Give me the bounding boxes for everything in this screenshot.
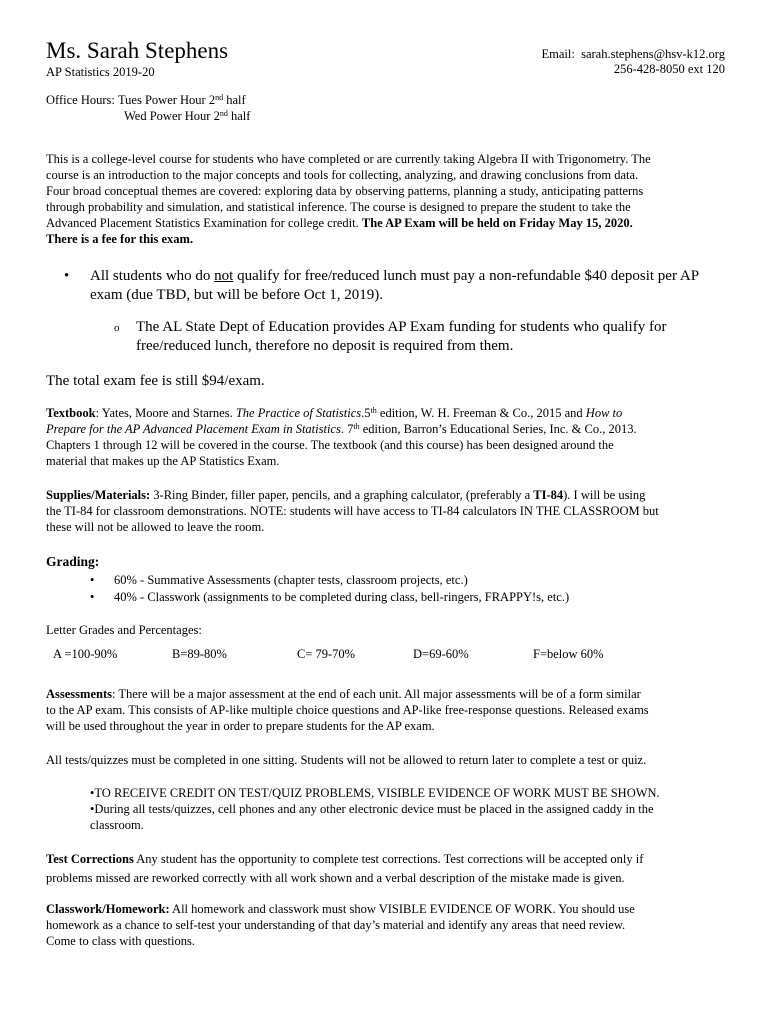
rule-devices-cont: classroom. — [90, 818, 144, 832]
office-hours-line2: Wed Power Hour 2 — [124, 109, 220, 123]
exam-date: The AP Exam will be held on Friday May 15, 2020. — [361, 216, 633, 230]
prep-book-title-2: Prepare for the AP Advanced Placement Exam in Statistics — [46, 422, 341, 436]
office-hours-line1: Tues Power Hour 2 — [117, 93, 216, 107]
textbook-title: The Practice of Statistics — [235, 406, 362, 420]
supplies-line1-end: ). I will be using — [563, 488, 646, 502]
intro-line-1: This is a college-level course for students who have completed or are currently taking Algebra II with Trigonometry. The — [46, 152, 651, 166]
grading-item-2: 40% - Classwork (assignments to be completed during class, bell-ringers, FRAPPY!s, etc.) — [114, 590, 570, 604]
email-label: Email: — [541, 47, 575, 61]
supplies-line2: the TI-84 for classroom demonstrations. NOTE: students will have access to TI-84 calculators IN THE CLASSROOM but — [46, 504, 659, 518]
supplies-line3: these will not be allowed to leave the room. — [46, 520, 265, 534]
textbook-label: Textbook — [46, 406, 96, 420]
prep-book-title-1: How to — [585, 406, 623, 420]
office-hours-sup2: nd — [219, 109, 228, 118]
letter-grade-d: D=69-60% — [413, 647, 469, 661]
classwork-line2: homework as a chance to self-test your understanding of that day’s material and identify any areas that need review. — [46, 918, 626, 932]
letter-grades-label: Letter Grades and Percentages: — [46, 623, 202, 637]
textbook-section — [46, 405, 637, 469]
supplies-section — [46, 487, 659, 535]
exam-fee-note: There is a fee for this exam. — [46, 232, 194, 246]
intro-line-2: course is an introduction to the major concepts and tools for collecting, analyzing, and drawing conclusions from data. — [46, 168, 639, 182]
deposit-line1-a: All students who do — [90, 268, 215, 284]
course-description — [46, 151, 651, 247]
email-line — [542, 46, 725, 62]
letter-grade-c: C= 79-70% — [297, 647, 356, 661]
office-hours-label: Office Hours: — [46, 93, 115, 107]
classwork-label: Classwork/Homework: — [46, 902, 170, 916]
classwork-line1: All homework and classwork must show VISIBLE EVIDENCE OF WORK. You should use — [169, 902, 635, 916]
grading-bullet-1: • — [90, 573, 95, 587]
corrections-label: Test Corrections — [46, 852, 134, 866]
corrections-line2: problems missed are reworked correctly with all work shown and a verbal description of the mistake made is given. — [46, 871, 625, 885]
assessments-line2: to the AP exam. This consists of AP-like multiple choice questions and AP-like free-response questions. Released exams — [46, 703, 649, 717]
deposit-line1-b: qualify for free/reduced lunch must pay a non-refundable $40 deposit per AP — [233, 268, 700, 284]
sub-bullet: o — [114, 322, 120, 334]
supplies-ti84: TI-84 — [533, 488, 564, 502]
supplies-line1: 3-Ring Binder, filler paper, pencils, and a graphing calculator, (preferably a — [150, 488, 534, 502]
intro-line-5: Advanced Placement Statistics Examination for college credit. — [46, 216, 362, 230]
grading-heading — [46, 554, 99, 570]
prep-book-edition-num: . 7 — [340, 422, 354, 436]
deposit-not: not — [214, 268, 234, 284]
assessments-section — [46, 686, 649, 734]
rule-devices: •During all tests/quizzes, cell phones and any other electronic device must be placed in the assigned caddy in the — [90, 802, 654, 816]
letter-grade-a: A =100-90% — [53, 647, 118, 661]
textbook-publisher: edition, W. H. Freeman & Co., 2015 and — [376, 406, 586, 420]
letter-grade-b: B=89-80% — [172, 647, 227, 661]
corrections-line1: Any student has the opportunity to complete test corrections. Test corrections will be accepted only if — [133, 852, 644, 866]
letter-grade-f: F=below 60% — [533, 647, 604, 661]
test-rules — [90, 785, 660, 833]
email-address[interactable]: sarah.stephens@hsv-k12.org — [581, 47, 725, 61]
assessments-label: Assessments — [46, 687, 112, 701]
rule-work-shown: •TO RECEIVE CREDIT ON TEST/QUIZ PROBLEMS, VISIBLE EVIDENCE OF WORK MUST BE SHOWN. — [90, 786, 660, 800]
office-hours-sup1: nd — [215, 93, 224, 102]
teacher-name: Ms. Sarah Stephens — [46, 38, 229, 63]
assessments-line1: : There will be a major assessment at the end of each unit. All major assessments will be of a form similar — [111, 687, 641, 701]
textbook-authors: : Yates, Moore and Starnes. — [95, 406, 236, 420]
tests-rule: All tests/quizzes must be completed in one sitting. Students will not be allowed to return later to complete a test or quiz. — [46, 753, 647, 767]
textbook-line3: Chapters 1 through 12 will be covered in the course. The textbook (and this course) has been designed around the — [46, 438, 614, 452]
total-fee: The total exam fee is still $94/exam. — [46, 373, 265, 389]
grading-bullet-2: • — [90, 590, 95, 604]
intro-line-3: Four broad conceptual themes are covered: exploring data by observing patterns, planning a study, anticipating patterns — [46, 184, 644, 198]
office-hours — [46, 92, 250, 124]
textbook-edition-sup: th — [370, 406, 377, 415]
classwork-line3: Come to class with questions. — [46, 934, 195, 948]
funding-line1: The AL State Dept of Education provides AP Exam funding for students who qualify for — [136, 319, 667, 335]
office-hours-half1: half — [223, 93, 246, 107]
test-corrections-section — [46, 850, 643, 888]
grading-label: Grading: — [46, 554, 100, 569]
funding-line2: free/reduced lunch, therefore no deposit is required from them. — [136, 338, 514, 354]
office-hours-half2: half — [227, 109, 251, 123]
phone-number: 256-428-8050 ext 120 — [613, 62, 725, 76]
prep-book-edition-sup: th — [353, 422, 360, 431]
grading-item-1: 60% - Summative Assessments (chapter tests, classroom projects, etc.) — [114, 573, 468, 587]
deposit-bullet: • — [64, 268, 70, 284]
textbook-line4: material that makes up the AP Statistics Exam. — [46, 454, 280, 468]
textbook-edition-num: .5 — [361, 406, 371, 420]
assessments-line3: will be used throughout the year in order to prepare students for the AP exam. — [46, 719, 435, 733]
classwork-section — [46, 901, 635, 949]
prep-book-publisher: edition, Barron’s Educational Series, Inc. & Co., 2013. — [359, 422, 637, 436]
supplies-label: Supplies/Materials: — [46, 488, 151, 502]
funding-text — [136, 318, 666, 356]
deposit-text — [90, 267, 699, 305]
deposit-line2: exam (due TBD, but will be before Oct 1, 2019). — [90, 287, 383, 303]
intro-line-4: through probability and simulation, and statistical inference. The course is designed to prepare the student to take the — [46, 200, 631, 214]
course-title: AP Statistics 2019-20 — [46, 65, 155, 79]
